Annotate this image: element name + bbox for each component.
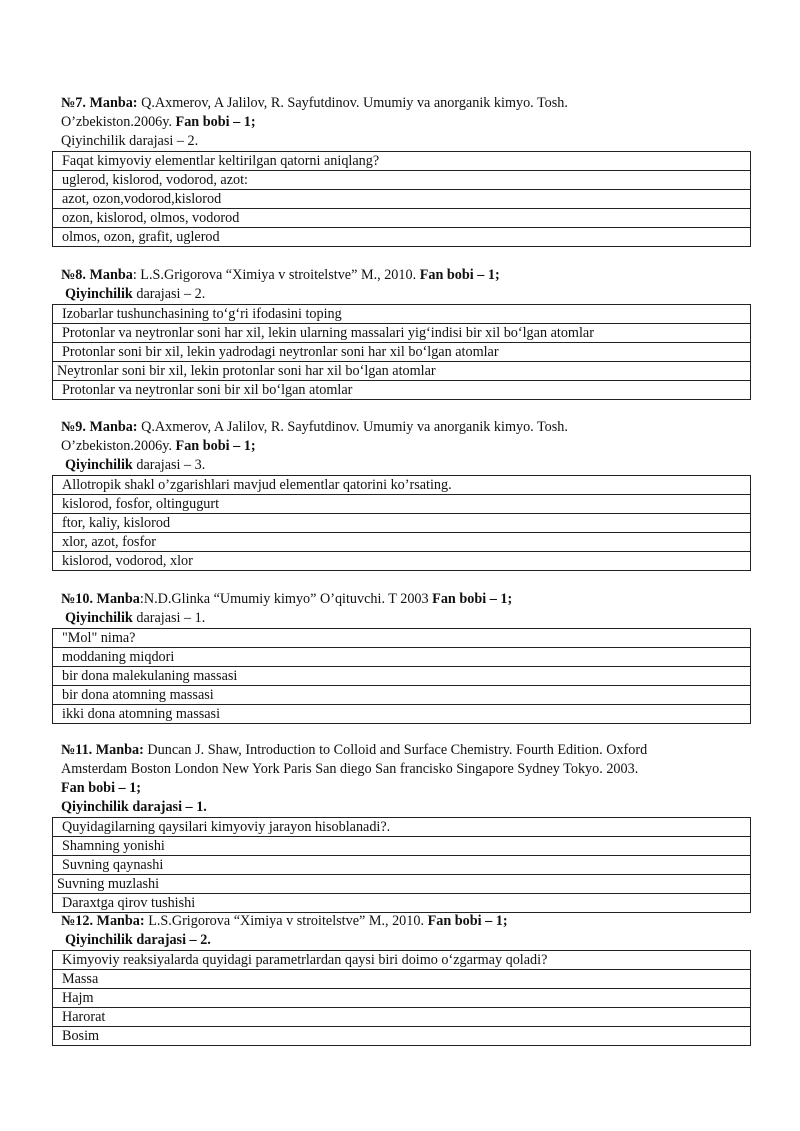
answer-option[interactable]: kislorod, fosfor, oltingugurt [53,495,751,514]
chapter-label: Fan bobi – 1; [427,913,508,929]
question-table [52,304,751,400]
source-text: Duncan J. Shaw, Introduction to Colloid and Surface Chemistry. Fourth Edition. Oxford [143,742,648,758]
answer-option[interactable]: Shamning yonishi [53,837,751,856]
answer-option[interactable]: ftor, kaliy, kislorod [53,514,751,533]
chapter-label: Fan bobi – 1; [419,267,500,283]
difficulty-text: Qiyinchilik darajasi – 2. [61,133,199,149]
difficulty-line [61,798,751,817]
answer-option[interactable]: olmos, ozon, grafit, uglerod [53,228,751,247]
difficulty-label: Qiyinchilik darajasi – 1. [61,799,207,815]
question-text: Faqat kimyoviy elementlar keltirilgan qatorni aniqlang? [53,152,751,171]
question-header-line2 [61,113,751,132]
question-table [52,950,751,1046]
chapter-label: Fan bobi – 1; [175,114,256,130]
source-label: Manba [89,267,133,283]
question-block-8 [52,266,751,400]
question-table [52,817,751,913]
chapter-label: Fan bobi – 1; [61,780,142,796]
difficulty-line [61,132,751,151]
answer-option[interactable]: Protonlar va neytronlar soni bir xil bo‘lgan atomlar [53,381,751,400]
question-number: №11. [61,742,93,758]
answer-option[interactable]: Protonlar va neytronlar soni har xil, lekin ularning massalari yig‘indisi bir xil bo‘lgan atomlar [53,324,751,343]
question-header [61,94,751,113]
difficulty-label: Qiyinchilik darajasi – 2. [65,932,211,948]
question-table [52,151,751,247]
source-text-cont: Amsterdam Boston London New York Paris San diego San francisko Singapore Sydney Tokyo. 2003. [61,761,639,777]
question-header [61,912,751,931]
source-text: Q.Axmerov, A Jalilov, R. Sayfutdinov. Umumiy va anorganik kimyo. Tosh. [137,419,568,435]
difficulty-label: Qiyinchilik [65,610,133,626]
question-text: Izobarlar tushunchasining to‘g‘ri ifodasini toping [53,305,751,324]
source-text: L.S.Grigorova “Ximiya v stroitelstve” M., 2010. [144,913,428,929]
answer-option[interactable]: Protonlar soni bir xil, lekin yadrodagi neytronlar soni har xil bo‘lgan atomlar [53,343,751,362]
question-header [61,590,751,609]
question-header-line2 [61,760,751,779]
question-text: Quyidagilarning qaysilari kimyoviy jarayon hisoblanadi?. [53,818,751,837]
question-block-12 [52,912,751,1046]
answer-option[interactable]: kislorod, vodorod, xlor [53,552,751,571]
question-header [61,741,751,760]
difficulty-line [65,285,751,304]
difficulty-line [65,456,751,475]
question-text: Allotropik shakl o’zgarishlari mavjud elementlar qatorini ko’rsating. [53,476,751,495]
answer-option[interactable]: ozon, kislorod, olmos, vodorod [53,209,751,228]
source-label: Manba: [89,95,138,111]
answer-option[interactable]: Suvning muzlashi [53,875,751,894]
question-number: №10. [61,591,93,607]
chapter-line [61,779,751,798]
answer-option[interactable]: Hajm [53,989,751,1008]
chapter-label: Fan bobi – 1; [432,591,513,607]
source-label: Manba [96,591,140,607]
answer-option[interactable]: Suvning qaynashi [53,856,751,875]
difficulty-text: darajasi – 1. [132,610,206,626]
source-text-cont: O’zbekiston.2006y. [61,438,176,454]
source-text: Q.Axmerov, A Jalilov, R. Sayfutdinov. Umumiy va anorganik kimyo. Tosh. [137,95,568,111]
question-number: №9. [61,419,86,435]
difficulty-text: darajasi – 3. [132,457,206,473]
question-table [52,628,751,724]
answer-option[interactable]: uglerod, kislorod, vodorod, azot: [53,171,751,190]
difficulty-label: Qiyinchilik [65,286,133,302]
question-number: №12. [61,913,93,929]
source-label: Manba: [96,913,145,929]
answer-option[interactable]: bir dona malekulaning massasi [53,667,751,686]
source-label: Manba: [89,419,138,435]
source-text: : L.S.Grigorova “Ximiya v stroitelstve” M., 2010. [132,267,420,283]
difficulty-text: darajasi – 2. [132,286,206,302]
question-text: Kimyoviy reaksiyalarda quyidagi parametrlardan qaysi biri doimo o‘zgarmay qoladi? [53,951,751,970]
answer-option[interactable]: Neytronlar soni bir xil, lekin protonlar soni har xil bo‘lgan atomlar [53,362,751,381]
source-label: Manba: [95,742,144,758]
difficulty-line [65,609,751,628]
answer-option[interactable]: Daraxtga qirov tushishi [53,894,751,913]
answer-option[interactable]: moddaning miqdori [53,648,751,667]
answer-option[interactable]: Harorat [53,1008,751,1027]
answer-option[interactable]: ikki dona atomning massasi [53,705,751,724]
question-text: "Mol" nima? [53,629,751,648]
answer-option[interactable]: xlor, azot, fosfor [53,533,751,552]
answer-option[interactable]: azot, ozon,vodorod,kislorod [53,190,751,209]
question-block-9 [52,418,751,571]
answer-option[interactable]: Bosim [53,1027,751,1046]
source-text: :N.D.Glinka “Umumiy kimyo” O’qituvchi. T 2003 [139,591,433,607]
source-text-cont: O’zbekiston.2006y. [61,114,176,130]
question-block-10 [52,590,751,724]
difficulty-line [65,931,751,950]
difficulty-label: Qiyinchilik [65,457,133,473]
question-block-11 [52,741,751,913]
answer-option[interactable]: bir dona atomning massasi [53,686,751,705]
chapter-label: Fan bobi – 1; [175,438,256,454]
answer-option[interactable]: Massa [53,970,751,989]
question-table [52,475,751,571]
question-header [61,266,751,285]
question-number: №7. [61,95,86,111]
question-number: №8. [61,267,86,283]
question-header-line2 [61,437,751,456]
question-block-7 [52,94,751,247]
question-header [61,418,751,437]
